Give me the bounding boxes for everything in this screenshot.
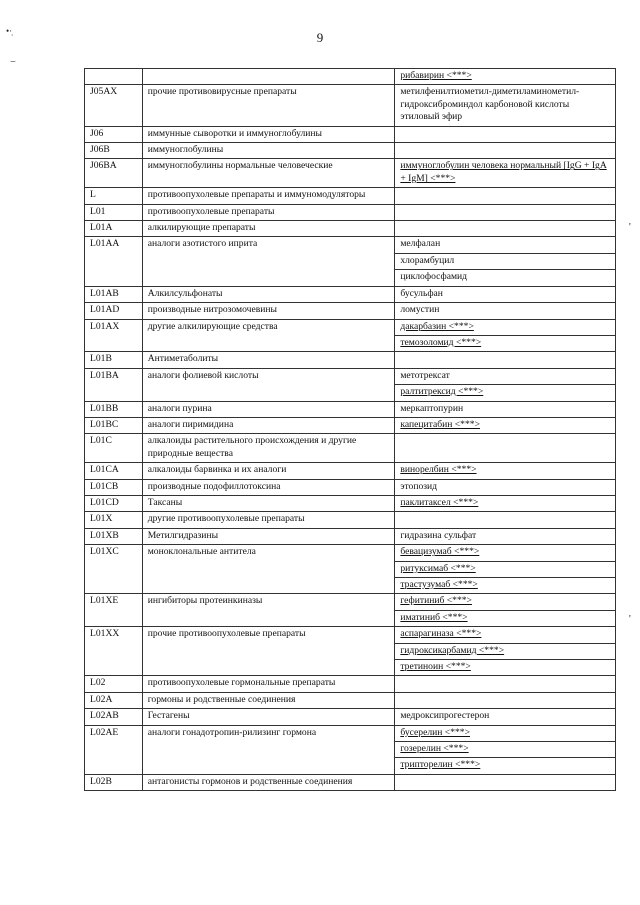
drug-names-cell: [395, 692, 616, 708]
drug-name: мелфалан: [400, 238, 441, 250]
pharmacological-group-cell: Антиметаболиты: [142, 352, 395, 368]
atc-code-cell: L01AB: [85, 286, 143, 302]
drug-names-cell: [395, 237, 616, 286]
atc-code-cell: L01XX: [85, 627, 143, 676]
drug-names-cell: [395, 434, 616, 463]
empty-drug-line: [395, 676, 615, 691]
drug-name: ралтитрексид <***>: [395, 384, 615, 400]
atc-code-cell: L01AX: [85, 319, 143, 352]
atc-code-cell: L01XB: [85, 528, 143, 544]
table-row: [85, 512, 616, 528]
pharmacological-group-cell: [142, 69, 395, 85]
table-row: [85, 204, 616, 220]
drug-name: ломустин: [400, 304, 440, 316]
drug-names-cell: [395, 594, 616, 627]
table-row: [85, 676, 616, 692]
atc-code-cell: L01BB: [85, 401, 143, 417]
table-row: [85, 368, 616, 401]
atc-code-cell: L01C: [85, 434, 143, 463]
drug-name: иматиниб <***>: [395, 610, 615, 626]
scan-mark: •·̣: [6, 26, 13, 36]
drug-name: винорелбин <***>: [400, 464, 477, 476]
pharmacological-group-cell: аналоги пурина: [142, 401, 395, 417]
empty-drug-line: [395, 221, 615, 236]
table-row: [85, 692, 616, 708]
table-row: [85, 126, 616, 142]
pharmacological-group-cell: противоопухолевые препараты и иммуномодуляторы: [142, 188, 395, 204]
pharmacological-group-cell: иммуноглобулины: [142, 143, 395, 159]
table-row: [85, 159, 616, 188]
drug-names-cell: [395, 528, 616, 544]
atc-code-cell: L01CB: [85, 479, 143, 495]
scan-mark: ⌣: [10, 56, 16, 66]
drug-name: меркаптопурин: [400, 402, 464, 414]
drug-names-cell: [395, 676, 616, 692]
drug-names-cell: [395, 774, 616, 790]
table-row: [85, 725, 616, 774]
pharmacological-group-cell: производные нитрозомочевины: [142, 303, 395, 319]
drug-names-cell: [395, 286, 616, 302]
table-row: [85, 188, 616, 204]
atc-code-cell: [85, 69, 143, 85]
pharmacological-group-cell: Гестагены: [142, 709, 395, 725]
drug-names-cell: [395, 204, 616, 220]
table-row: [85, 286, 616, 302]
atc-code-cell: L01BA: [85, 368, 143, 401]
empty-drug-line: [395, 775, 615, 790]
empty-drug-line: [395, 205, 615, 220]
drug-name: бусульфан: [400, 287, 443, 299]
drug-names-cell: [395, 627, 616, 676]
drug-name: дакарбазин <***>: [400, 320, 474, 332]
drug-name: этопозид: [400, 480, 438, 492]
atc-code-cell: L01: [85, 204, 143, 220]
drug-name: ритуксимаб <***>: [395, 561, 615, 577]
pharmacological-group-cell: иммуноглобулины нормальные человеческие: [142, 159, 395, 188]
atc-code-cell: L01BC: [85, 417, 143, 433]
drug-names-cell: [395, 463, 616, 479]
table-row: [85, 528, 616, 544]
atc-code-cell: J05AX: [85, 85, 143, 126]
table-row: [85, 237, 616, 286]
table-row: [85, 352, 616, 368]
table-row: [85, 594, 616, 627]
drug-name: гозерелин <***>: [395, 741, 615, 757]
drug-name: циклофосфамид: [395, 269, 615, 285]
pharmacological-group-cell: аналоги гонадотропин-рилизинг гормона: [142, 725, 395, 774]
drug-name: иммуноглобулин человека нормальный [IgG + IgA + IgM] <***>: [400, 160, 607, 184]
drug-names-cell: [395, 352, 616, 368]
page-number: 9: [316, 30, 324, 45]
drug-names-cell: [395, 159, 616, 188]
atc-code-cell: J06B: [85, 143, 143, 159]
table-row: [85, 417, 616, 433]
drug-names-cell: [395, 512, 616, 528]
atc-code-cell: L02B: [85, 774, 143, 790]
pharmacological-group-cell: другие алкилирующие средства: [142, 319, 395, 352]
table-row: [85, 143, 616, 159]
pharmacological-group-cell: гормоны и родственные соединения: [142, 692, 395, 708]
pharmacological-group-cell: алкилирующие препараты: [142, 221, 395, 237]
empty-drug-line: [395, 188, 615, 203]
empty-drug-line: [395, 434, 615, 449]
pharmacological-group-cell: антагонисты гормонов и родственные соединения: [142, 774, 395, 790]
atc-code-cell: L02: [85, 676, 143, 692]
pharmacological-group-cell: Алкилсульфонаты: [142, 286, 395, 302]
pharmacological-group-cell: аналоги пиримидина: [142, 417, 395, 433]
drug-names-cell: [395, 221, 616, 237]
atc-code-cell: L01XC: [85, 545, 143, 594]
table-row: [85, 627, 616, 676]
drug-names-cell: [395, 368, 616, 401]
drug-names-cell: [395, 85, 616, 126]
drug-name: капецитабин <***>: [400, 418, 480, 430]
drug-names-cell: [395, 725, 616, 774]
table-row: [85, 774, 616, 790]
pharmacological-group-cell: ингибиторы протеинкиназы: [142, 594, 395, 627]
atc-code-cell: J06BA: [85, 159, 143, 188]
atc-code-cell: L02AB: [85, 709, 143, 725]
drug-names-cell: [395, 188, 616, 204]
drug-names-cell: [395, 401, 616, 417]
drug-name: аспарагиназа <***>: [400, 628, 482, 640]
drug-name: третиноин <***>: [395, 659, 615, 675]
pharmacological-group-cell: прочие противоопухолевые препараты: [142, 627, 395, 676]
pharmacological-group-cell: моноклональные антитела: [142, 545, 395, 594]
empty-drug-line: [395, 352, 615, 367]
table-row: [85, 85, 616, 126]
pharmacological-group-cell: аналоги азотистого иприта: [142, 237, 395, 286]
table-row: [85, 401, 616, 417]
drug-names-cell: [395, 303, 616, 319]
drug-names-cell: [395, 495, 616, 511]
pharmacological-group-cell: другие противоопухолевые препараты: [142, 512, 395, 528]
pharmacological-group-cell: производные подофиллотоксина: [142, 479, 395, 495]
atc-code-cell: J06: [85, 126, 143, 142]
table-row: [85, 221, 616, 237]
table-row: [85, 495, 616, 511]
atc-code-cell: L01CA: [85, 463, 143, 479]
atc-code-cell: L01B: [85, 352, 143, 368]
table-row: [85, 434, 616, 463]
empty-drug-line: [395, 512, 615, 527]
table-row: [85, 463, 616, 479]
pharmacological-group-cell: алкалоиды растительного происхождения и другие природные вещества: [142, 434, 395, 463]
empty-drug-line: [395, 143, 615, 158]
atc-code-cell: L: [85, 188, 143, 204]
atc-code-cell: L01XE: [85, 594, 143, 627]
pharmacological-group-cell: алкалоиды барвинка и их аналоги: [142, 463, 395, 479]
atc-code-cell: L01X: [85, 512, 143, 528]
drug-names-cell: [395, 319, 616, 352]
table-row: [85, 69, 616, 85]
atc-code-cell: L01AD: [85, 303, 143, 319]
pharmacological-group-cell: противоопухолевые препараты: [142, 204, 395, 220]
drug-name: хлорамбуцил: [395, 253, 615, 269]
empty-drug-line: [395, 693, 615, 708]
drug-names-cell: [395, 417, 616, 433]
table-row: [85, 545, 616, 594]
pharmacological-group-cell: Таксаны: [142, 495, 395, 511]
pharmacological-group-cell: прочие противовирусные препараты: [142, 85, 395, 126]
table-row: [85, 303, 616, 319]
atc-code-cell: L01AA: [85, 237, 143, 286]
drug-name: паклитаксел <***>: [400, 496, 479, 508]
drug-names-cell: [395, 545, 616, 594]
drug-name: метотрексат: [400, 369, 450, 381]
table-row: [85, 479, 616, 495]
atc-code-cell: L02A: [85, 692, 143, 708]
drug-name: метилфенилтиометил-диметиламинометил- гидроксиброминдол карбоновой кислоты этиловый эфир: [400, 86, 580, 123]
pharmacological-group-cell: противоопухолевые гормональные препараты: [142, 676, 395, 692]
scan-mark: ': [629, 222, 631, 233]
drug-name: рибавирин <***>: [400, 70, 472, 81]
drug-names-cell: [395, 143, 616, 159]
drug-name: трастузумаб <***>: [395, 577, 615, 593]
pharmacological-group-cell: иммунные сыворотки и иммуноглобулины: [142, 126, 395, 142]
drug-name: темозоломид <***>: [395, 335, 615, 351]
drug-names-cell: [395, 69, 616, 85]
table-row: [85, 319, 616, 352]
drug-names-cell: [395, 479, 616, 495]
drug-names-cell: [395, 126, 616, 142]
drug-name: трипторелин <***>: [395, 757, 615, 773]
drug-name: медроксипрогестерон: [400, 710, 490, 722]
drug-classification-table: [84, 68, 616, 791]
pharmacological-group-cell: Метилгидразины: [142, 528, 395, 544]
drug-name: бевацизумаб <***>: [400, 546, 480, 558]
drug-names-cell: [395, 709, 616, 725]
pharmacological-group-cell: аналоги фолиевой кислоты: [142, 368, 395, 401]
drug-name: бусерелин <***>: [400, 726, 471, 738]
scan-mark: ': [629, 614, 631, 625]
atc-code-cell: L02AE: [85, 725, 143, 774]
empty-drug-line: [395, 127, 615, 142]
atc-code-cell: L01CD: [85, 495, 143, 511]
atc-code-cell: L01A: [85, 221, 143, 237]
drug-name: гидразина сульфат: [400, 529, 477, 541]
table-row: [85, 709, 616, 725]
drug-name: гефитиниб <***>: [400, 595, 472, 607]
drug-name: гидроксикарбамид <***>: [395, 643, 615, 659]
